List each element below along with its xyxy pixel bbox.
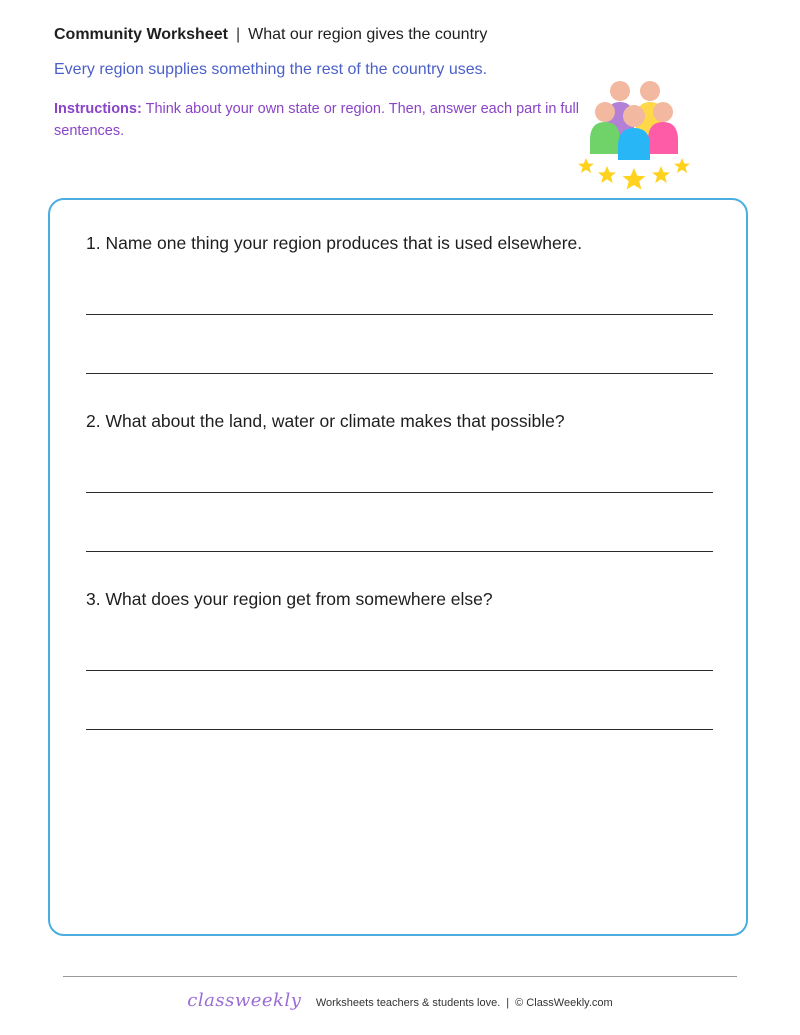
star-icon (674, 158, 690, 173)
instructions-label: Instructions: (54, 101, 142, 117)
header-separator: | (235, 26, 241, 43)
copyright-text: © ClassWeekly.com (515, 997, 613, 1009)
question-text: What does your region get from somewhere else? (105, 589, 493, 609)
tagline-text: Worksheets teachers & students love. (315, 997, 501, 1009)
footer-separator: | (506, 997, 510, 1009)
worksheet-subtitle: Every region supplies something the rest of the country uses. (54, 61, 488, 78)
instructions-text: Think about your own state or region. Then, answer each part in full sentences. (54, 101, 579, 139)
person-head (640, 81, 660, 101)
question-number: 1. (86, 233, 101, 253)
answer-line[interactable] (86, 314, 713, 315)
star-icon (578, 158, 594, 173)
questions-panel (48, 198, 748, 936)
question-text: Name one thing your region produces that is used elsewhere. (105, 233, 583, 253)
person-body (618, 128, 650, 160)
community-people-stars-icon (574, 78, 694, 198)
star-icon (623, 168, 646, 190)
stars (578, 158, 690, 190)
answer-line[interactable] (86, 670, 713, 671)
question-number: 2. (86, 411, 101, 431)
footer-tagline (316, 997, 613, 1009)
person-head (610, 81, 630, 101)
star-icon (652, 166, 670, 183)
person-head (595, 102, 615, 122)
worksheet-topic: What our region gives the country (248, 26, 488, 43)
brand-logo: classweekly (187, 990, 302, 1011)
answer-line[interactable] (86, 729, 713, 730)
worksheet-header (54, 26, 487, 44)
question-2 (86, 411, 565, 432)
star-icon (598, 166, 616, 183)
worksheet-title: Community Worksheet (54, 26, 228, 43)
instructions (54, 98, 584, 142)
footer (0, 990, 800, 1011)
question-number: 3. (86, 589, 101, 609)
answer-line[interactable] (86, 373, 713, 374)
answer-line[interactable] (86, 551, 713, 552)
question-text: What about the land, water or climate makes that possible? (105, 411, 565, 431)
community-illustration (574, 78, 694, 198)
answer-line[interactable] (86, 492, 713, 493)
question-3 (86, 589, 493, 610)
person-body (590, 122, 620, 154)
question-1 (86, 233, 582, 254)
footer-divider (63, 976, 737, 977)
person-head (653, 102, 673, 122)
person-head (623, 105, 645, 127)
person-body (648, 122, 678, 154)
